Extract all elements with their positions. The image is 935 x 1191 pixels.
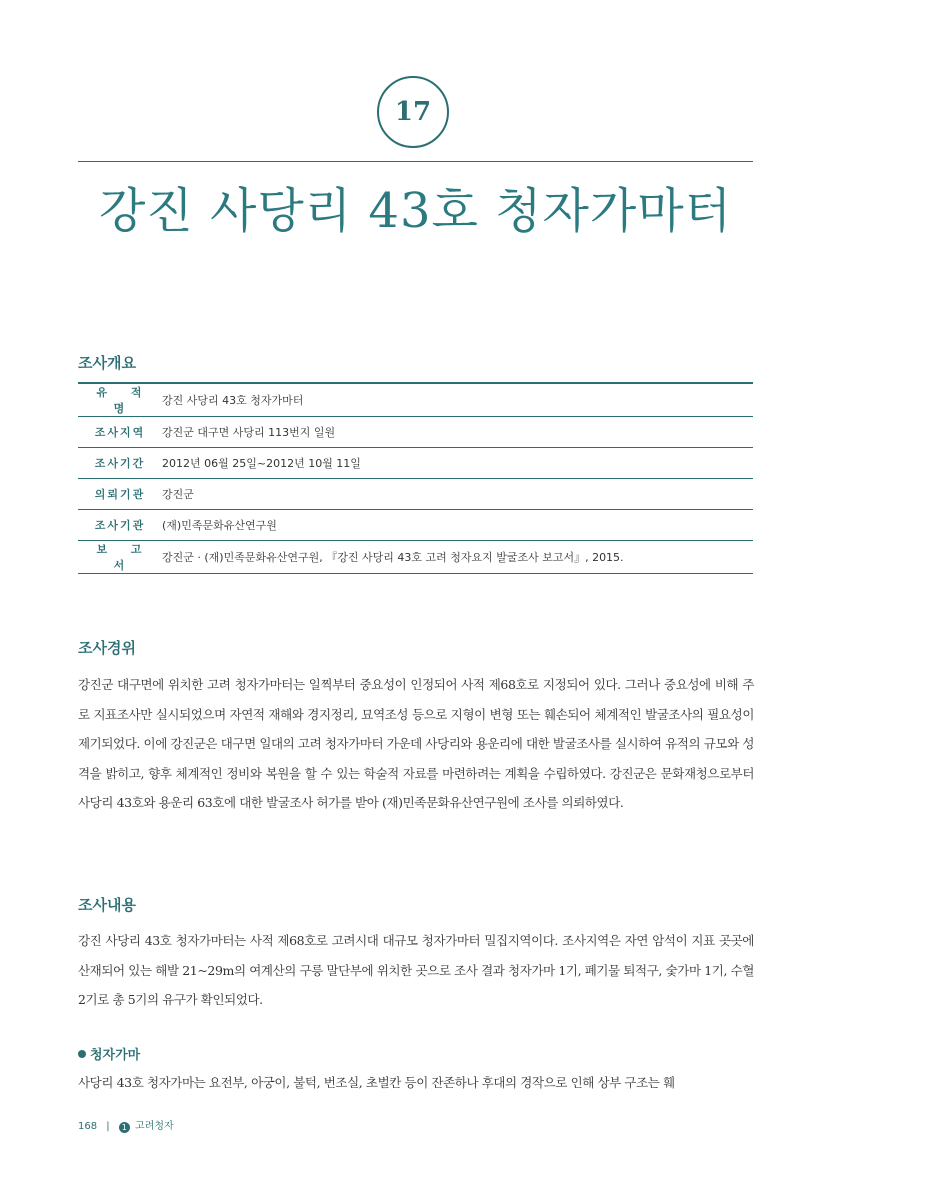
row-label: 유 적 명 [96, 386, 152, 415]
table-row [78, 541, 753, 574]
row-value: 강진군 대구면 사당리 113번지 일원 [162, 426, 336, 439]
kiln-paragraph: 사당리 43호 청자가마는 요전부, 아궁이, 불턱, 번조실, 초벌칸 등이 잔존하나 후대의 경작으로 인해 상부 구조는 훼 [78, 1075, 675, 1090]
row-value: 강진 사당리 43호 청자가마터 [162, 394, 304, 407]
chapter-number: 17 [394, 97, 432, 127]
row-label: 조사기간 [94, 457, 146, 470]
chapter-number-badge [377, 76, 449, 148]
page-title: 강진 사당리 43호 청자가마터 [99, 183, 732, 239]
overview-heading: 조사개요 [78, 354, 136, 372]
footer-separator: | [106, 1121, 110, 1132]
table-row [78, 448, 753, 479]
background-heading: 조사경위 [78, 639, 136, 657]
page-number: 168 [78, 1121, 98, 1132]
overview-table [78, 382, 753, 574]
table-row [78, 417, 753, 448]
row-label: 조사기관 [94, 519, 146, 532]
row-value: 강진군 · (재)민족문화유산연구원, 『강진 사당리 43호 고려 청자요지 발굴조사 보고서』, 2015. [162, 551, 624, 564]
bullet-icon [78, 1050, 86, 1058]
section-name: 고려청자 [135, 1121, 174, 1132]
section-number-icon: 1 [119, 1122, 130, 1133]
background-paragraph: 강진군 대구면에 위치한 고려 청자가마터는 일찍부터 중요성이 인정되어 사적 제68호로 지정되어 있다. 그러나 중요성에 비해 주로 지표조사만 실시되었으며 자연적 재해와 경지정리, 묘역조성 등으로 지형이 변형 또는 훼손되어 체계적인 발굴조사의 필요성이 제기되었다. 이에 강진군은 대구면 일대의 고려 청자가마터 가운데 사당리와 용운리에 대한 발굴조사를 실시하여 유적의 규모와 성격을 밝히고, 향후 체계적인 정비와 복원을 할 수 있는 학술적 자료를 마련하려는 계획을 수립하였다. 강진군은 문화재청으로부터 사당리 43호와 용운리 63호에 대한 발굴조사 허가를 받아 (재)민족문화유산연구원에 조사를 의뢰하였다. [78, 677, 754, 810]
table-row [78, 383, 753, 417]
row-label: 조사지역 [94, 426, 146, 439]
kiln-heading-text: 청자가마 [90, 1048, 141, 1063]
title-rule [78, 161, 753, 162]
table-row [78, 479, 753, 510]
row-label: 의뢰기관 [94, 488, 146, 501]
content-heading: 조사내용 [78, 896, 136, 914]
table-row [78, 510, 753, 541]
row-value: 강진군 [162, 488, 194, 501]
content-paragraph: 강진 사당리 43호 청자가마터는 사적 제68호로 고려시대 대규모 청자가마터 밀집지역이다. 조사지역은 자연 암석이 지표 곳곳에 산재되어 있는 해발 21~29m의 여계산의 구릉 말단부에 위치한 곳으로 조사 결과 청자가마 1기, 폐기물 퇴적구, 숯가마 1기, 수혈 2기로 총 5기의 유구가 확인되었다. [78, 933, 754, 1007]
page-footer [78, 1117, 174, 1133]
row-value: 2012년 06월 25일~2012년 10월 11일 [162, 457, 361, 470]
kiln-heading [78, 1044, 140, 1063]
row-label: 보 고 서 [96, 543, 152, 572]
row-value: (재)민족문화유산연구원 [162, 519, 277, 532]
